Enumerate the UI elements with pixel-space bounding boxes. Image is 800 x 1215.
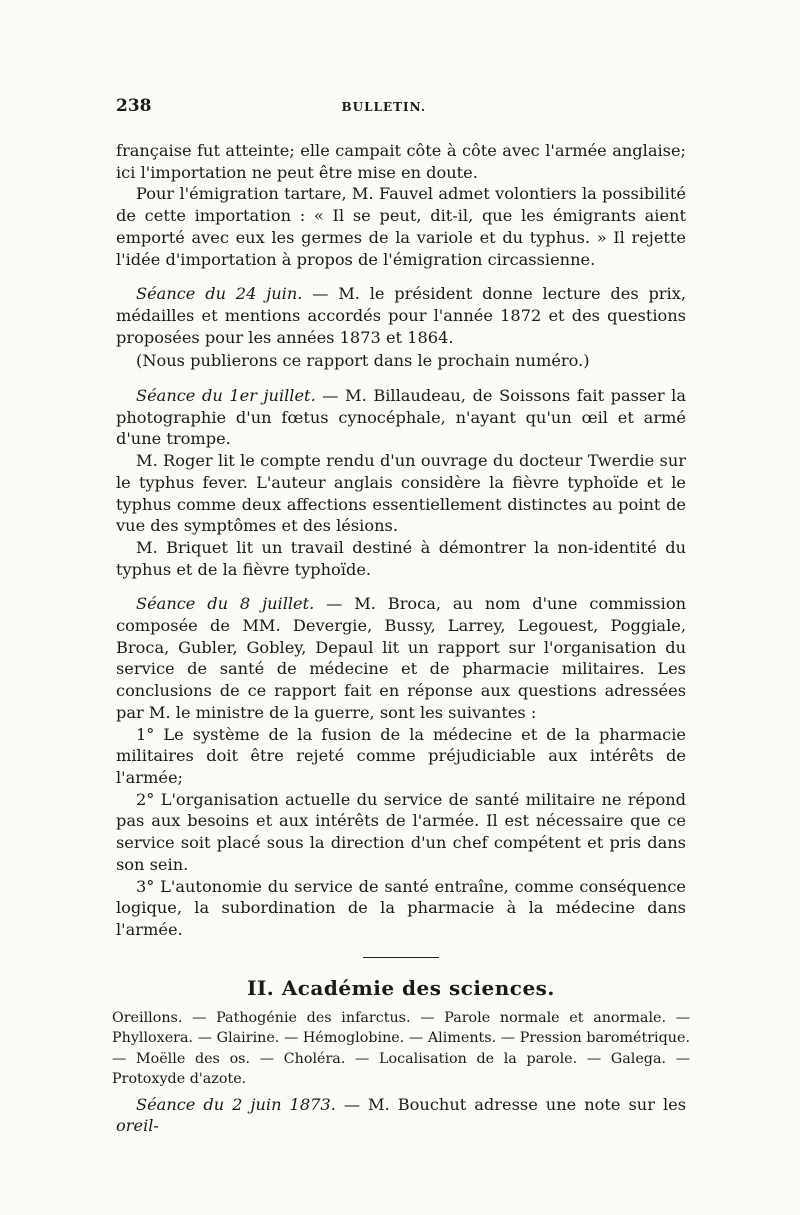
- seance-24-juin: [116, 283, 686, 348]
- page: [112, 96, 690, 1137]
- seance-text: — M. Broca, au nom d'une commission composée de MM. Devergie, Bussy, Larrey, Legouest, Poggiale, Broca, Gubler, Gobley, Depaul lit un rapport sur l'organisation du service de santé de médecine et de pharmacie militaires. Les conclusions de ce rapport fait en réponse aux questions adressées par M. le ministre de la guerre, sont les suivantes :: [116, 594, 686, 722]
- seance-2-juin: [116, 1094, 686, 1137]
- conclusion-item: 3° L'autonomie du service de santé entraîne, comme conséquence logique, la subordination de la pharmacie à la médecine dans l'armée.: [116, 876, 686, 939]
- seance-8-juillet: [116, 593, 686, 723]
- seance-date: Séance du 1er juillet.: [136, 386, 316, 406]
- seance-date: Séance du 24 juin.: [136, 284, 303, 304]
- seance-text: — M. Billaudeau, de Soissons fait passer la photographie d'un fœtus cynocéphale, n'ayant qu'un œil et armé d'une trompe.: [116, 386, 686, 449]
- running-title: BULLETIN.: [341, 100, 427, 114]
- section-divider: [363, 957, 439, 958]
- paragraph-emigration: Pour l'émigration tartare, M. Fauvel admet volontiers la possibilité de cette importation : « Il se peut, dit-il, que les émigrants aient emporté avec eux les germes de la variole et du typhus. » Il rejette l'idée d'importation à propos de l'émigration circassienne.: [116, 184, 686, 269]
- paragraph-briquet: M. Briquet lit un travail destiné à démontrer la non-identité du typhus et de la fièvre typhoïde.: [116, 537, 686, 579]
- seance-date: Séance du 8 juillet.: [136, 594, 315, 614]
- seance-1er-juillet: [116, 385, 686, 450]
- seance-text: — M. le président donne lecture des prix, médailles et mentions accordés pour l'année 1872 et des questions proposées pour les années 1873 et 1864.: [116, 284, 687, 347]
- seance-text-italic: oreil-: [116, 1116, 159, 1136]
- section-summary: Oreillons. — Pathogénie des infarctus. — Parole normale et anormale. — Phylloxera. — Glairine. — Hémoglobine. — Aliments. — Pression barométrique. — Moëlle des os. — Choléra. — Localisation de la parole. — Galega. — Protoxyde d'azote.: [112, 1009, 690, 1088]
- page-number: 238: [116, 96, 152, 116]
- seance-text: — M. Bouchut adresse une note sur les: [335, 1094, 687, 1114]
- seance-date: Séance du 2 juin 1873.: [136, 1094, 336, 1114]
- conclusion-item: 2° L'organisation actuelle du service de santé militaire ne répond pas aux besoins et aux intérêts de l'armée. Il est nécessaire que ce service soit placé sous la direction d'un chef compétent et pris dans son sein.: [116, 789, 686, 874]
- section-title: II. Académie des sciences.: [247, 975, 555, 1000]
- page-header: [116, 96, 686, 116]
- paragraph-roger: M. Roger lit le compte rendu d'un ouvrage du docteur Twerdie sur le typhus fever. L'auteur anglais considère la fièvre typhoïde et le typhus comme deux affections essentiellement distinctes au point de vue des symptômes et des lésions.: [116, 451, 686, 536]
- seance-note: (Nous publierons ce rapport dans le prochain numéro.): [136, 351, 590, 371]
- conclusion-item: 1° Le système de la fusion de la médecine et de la pharmacie militaires doit être rejeté comme préjudiciable aux intérêts de l'armée;: [116, 724, 686, 787]
- paragraph-continuation: française fut atteinte; elle campait côte à côte avec l'armée anglaise; ici l'importation ne peut être mise en doute.: [116, 141, 686, 182]
